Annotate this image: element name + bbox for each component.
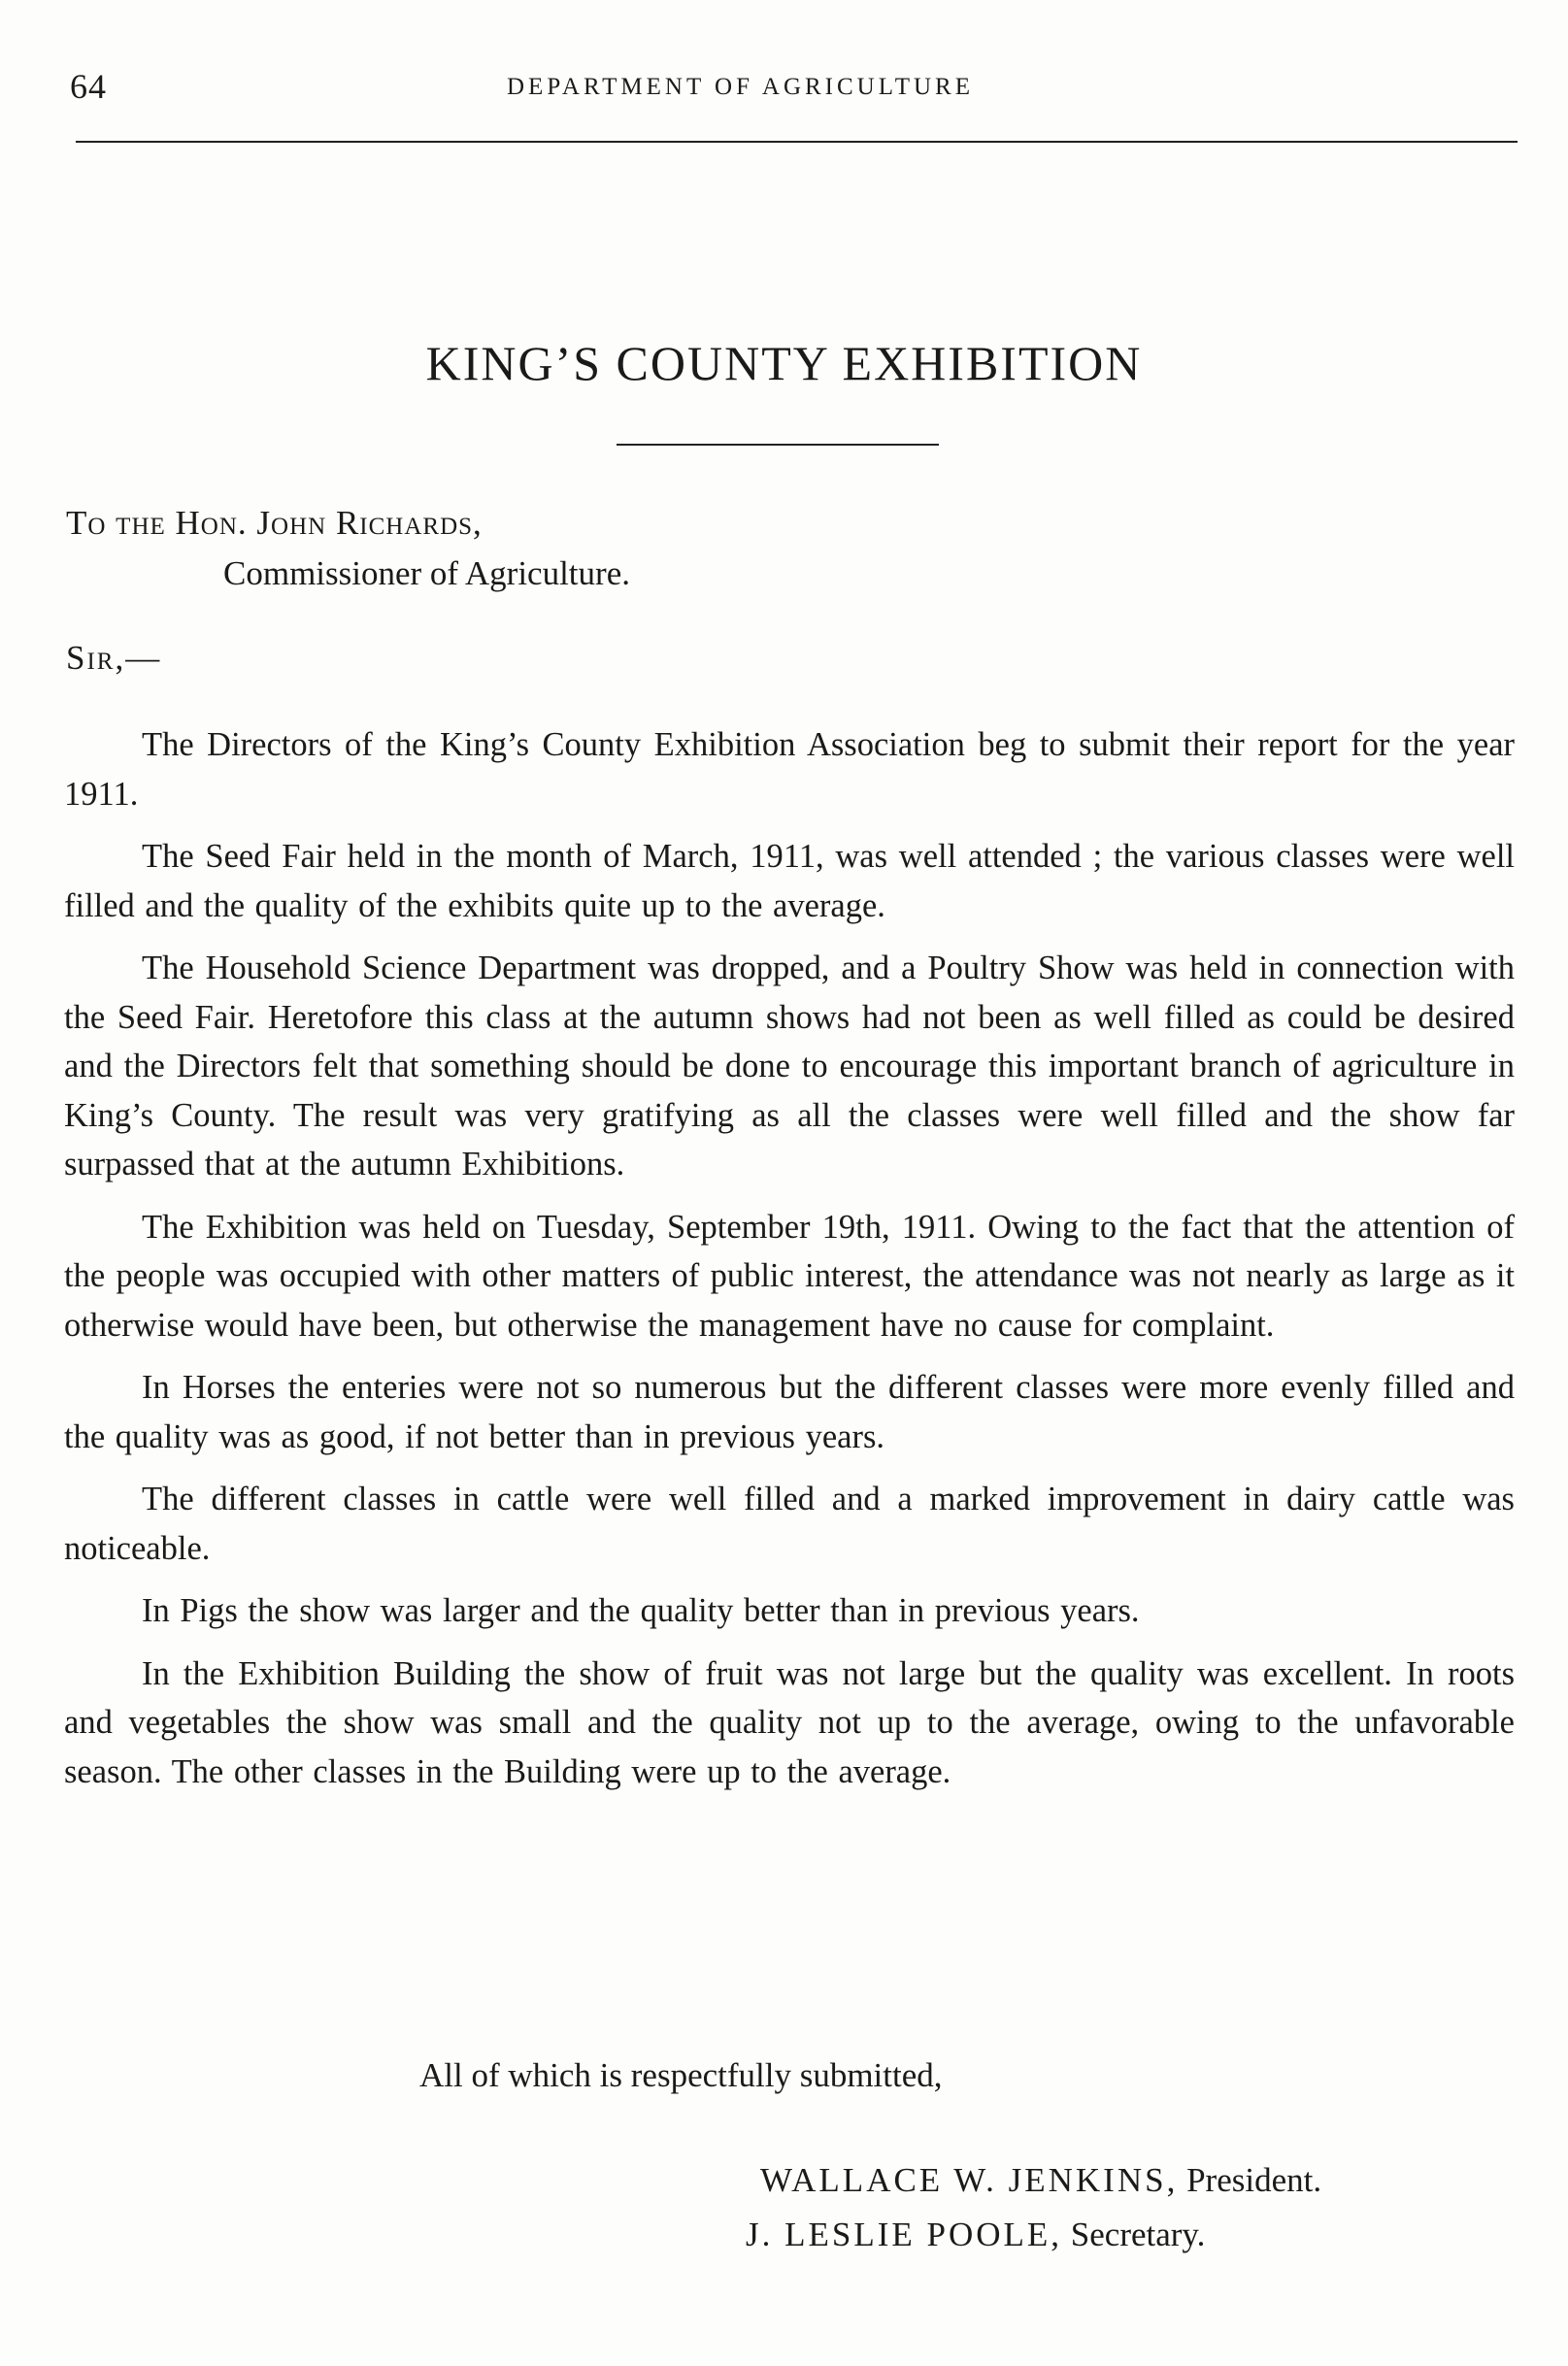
signatory-name: WALLACE W. JENKINS, bbox=[760, 2161, 1179, 2199]
paragraph: The Directors of the King’s County Exhibition Association beg to submit their report for the year 1911. bbox=[64, 726, 1515, 813]
signatory-title: President. bbox=[1186, 2161, 1322, 2199]
running-title: DEPARTMENT OF AGRICULTURE bbox=[507, 74, 974, 100]
paragraph: The different classes in cattle were well filled and a marked improvement in dairy cattle was noticeable. bbox=[64, 1481, 1515, 1567]
paragraph: In the Exhibition Building the show of fruit was not large but the quality was excellent. In roots and vegetables the show was small and the quality not up to the average, owing to the unfavorable season. The other classes in the Building were up to the average. bbox=[64, 1654, 1515, 1790]
signature-block bbox=[746, 2153, 1321, 2262]
running-header bbox=[70, 66, 1517, 105]
paragraph: The Seed Fair held in the month of March, 1911, was well attended ; the various classes were well filled and the quality of the exhibits quite up to the average. bbox=[64, 838, 1515, 924]
signatory-title: Secretary. bbox=[1070, 2216, 1206, 2253]
paragraph: In Pigs the show was larger and the quality better than in previous years. bbox=[142, 1592, 1140, 1629]
closing-line: All of which is respectfully submitted, bbox=[419, 2056, 943, 2094]
salutation: Sir,— bbox=[66, 639, 162, 677]
report-body bbox=[64, 720, 1515, 1810]
title-rule bbox=[617, 444, 939, 446]
header-rule bbox=[76, 141, 1518, 143]
paragraph: The Exhibition was held on Tuesday, September 19th, 1911. Owing to the fact that the attention of the people was occupied with other matters of public interest, the attendance was not nearly as large as it otherwise would have been, but otherwise the management have no cause for complaint. bbox=[64, 1208, 1515, 1344]
signature-secretary bbox=[746, 2208, 1321, 2262]
address-line-recipient: To the Hon. John Richards, bbox=[66, 504, 483, 542]
address-line-office: Commissioner of Agriculture. bbox=[223, 554, 630, 592]
signatory-name: J. LESLIE POOLE, bbox=[746, 2216, 1063, 2253]
paragraph: In Horses the enteries were not so numerous but the different classes were more evenly filled and the quality was as good, if not better than in previous years. bbox=[64, 1369, 1515, 1455]
signature-president bbox=[746, 2153, 1321, 2208]
address-block bbox=[66, 498, 630, 599]
page-number: 64 bbox=[70, 67, 107, 106]
page-title: KING’S COUNTY EXHIBITION bbox=[425, 336, 1143, 390]
paragraph: The Household Science Department was dropped, and a Poultry Show was held in connection with the Seed Fair. Heretofore this class at the autumn shows had not been as well filled as could be desired and the Directors felt that something should be done to encourage this important branch of agriculture in King’s County. The result was very gratifying as all the classes were well filled and the show far surpassed that at the autumn Exhibitions. bbox=[64, 950, 1515, 1183]
